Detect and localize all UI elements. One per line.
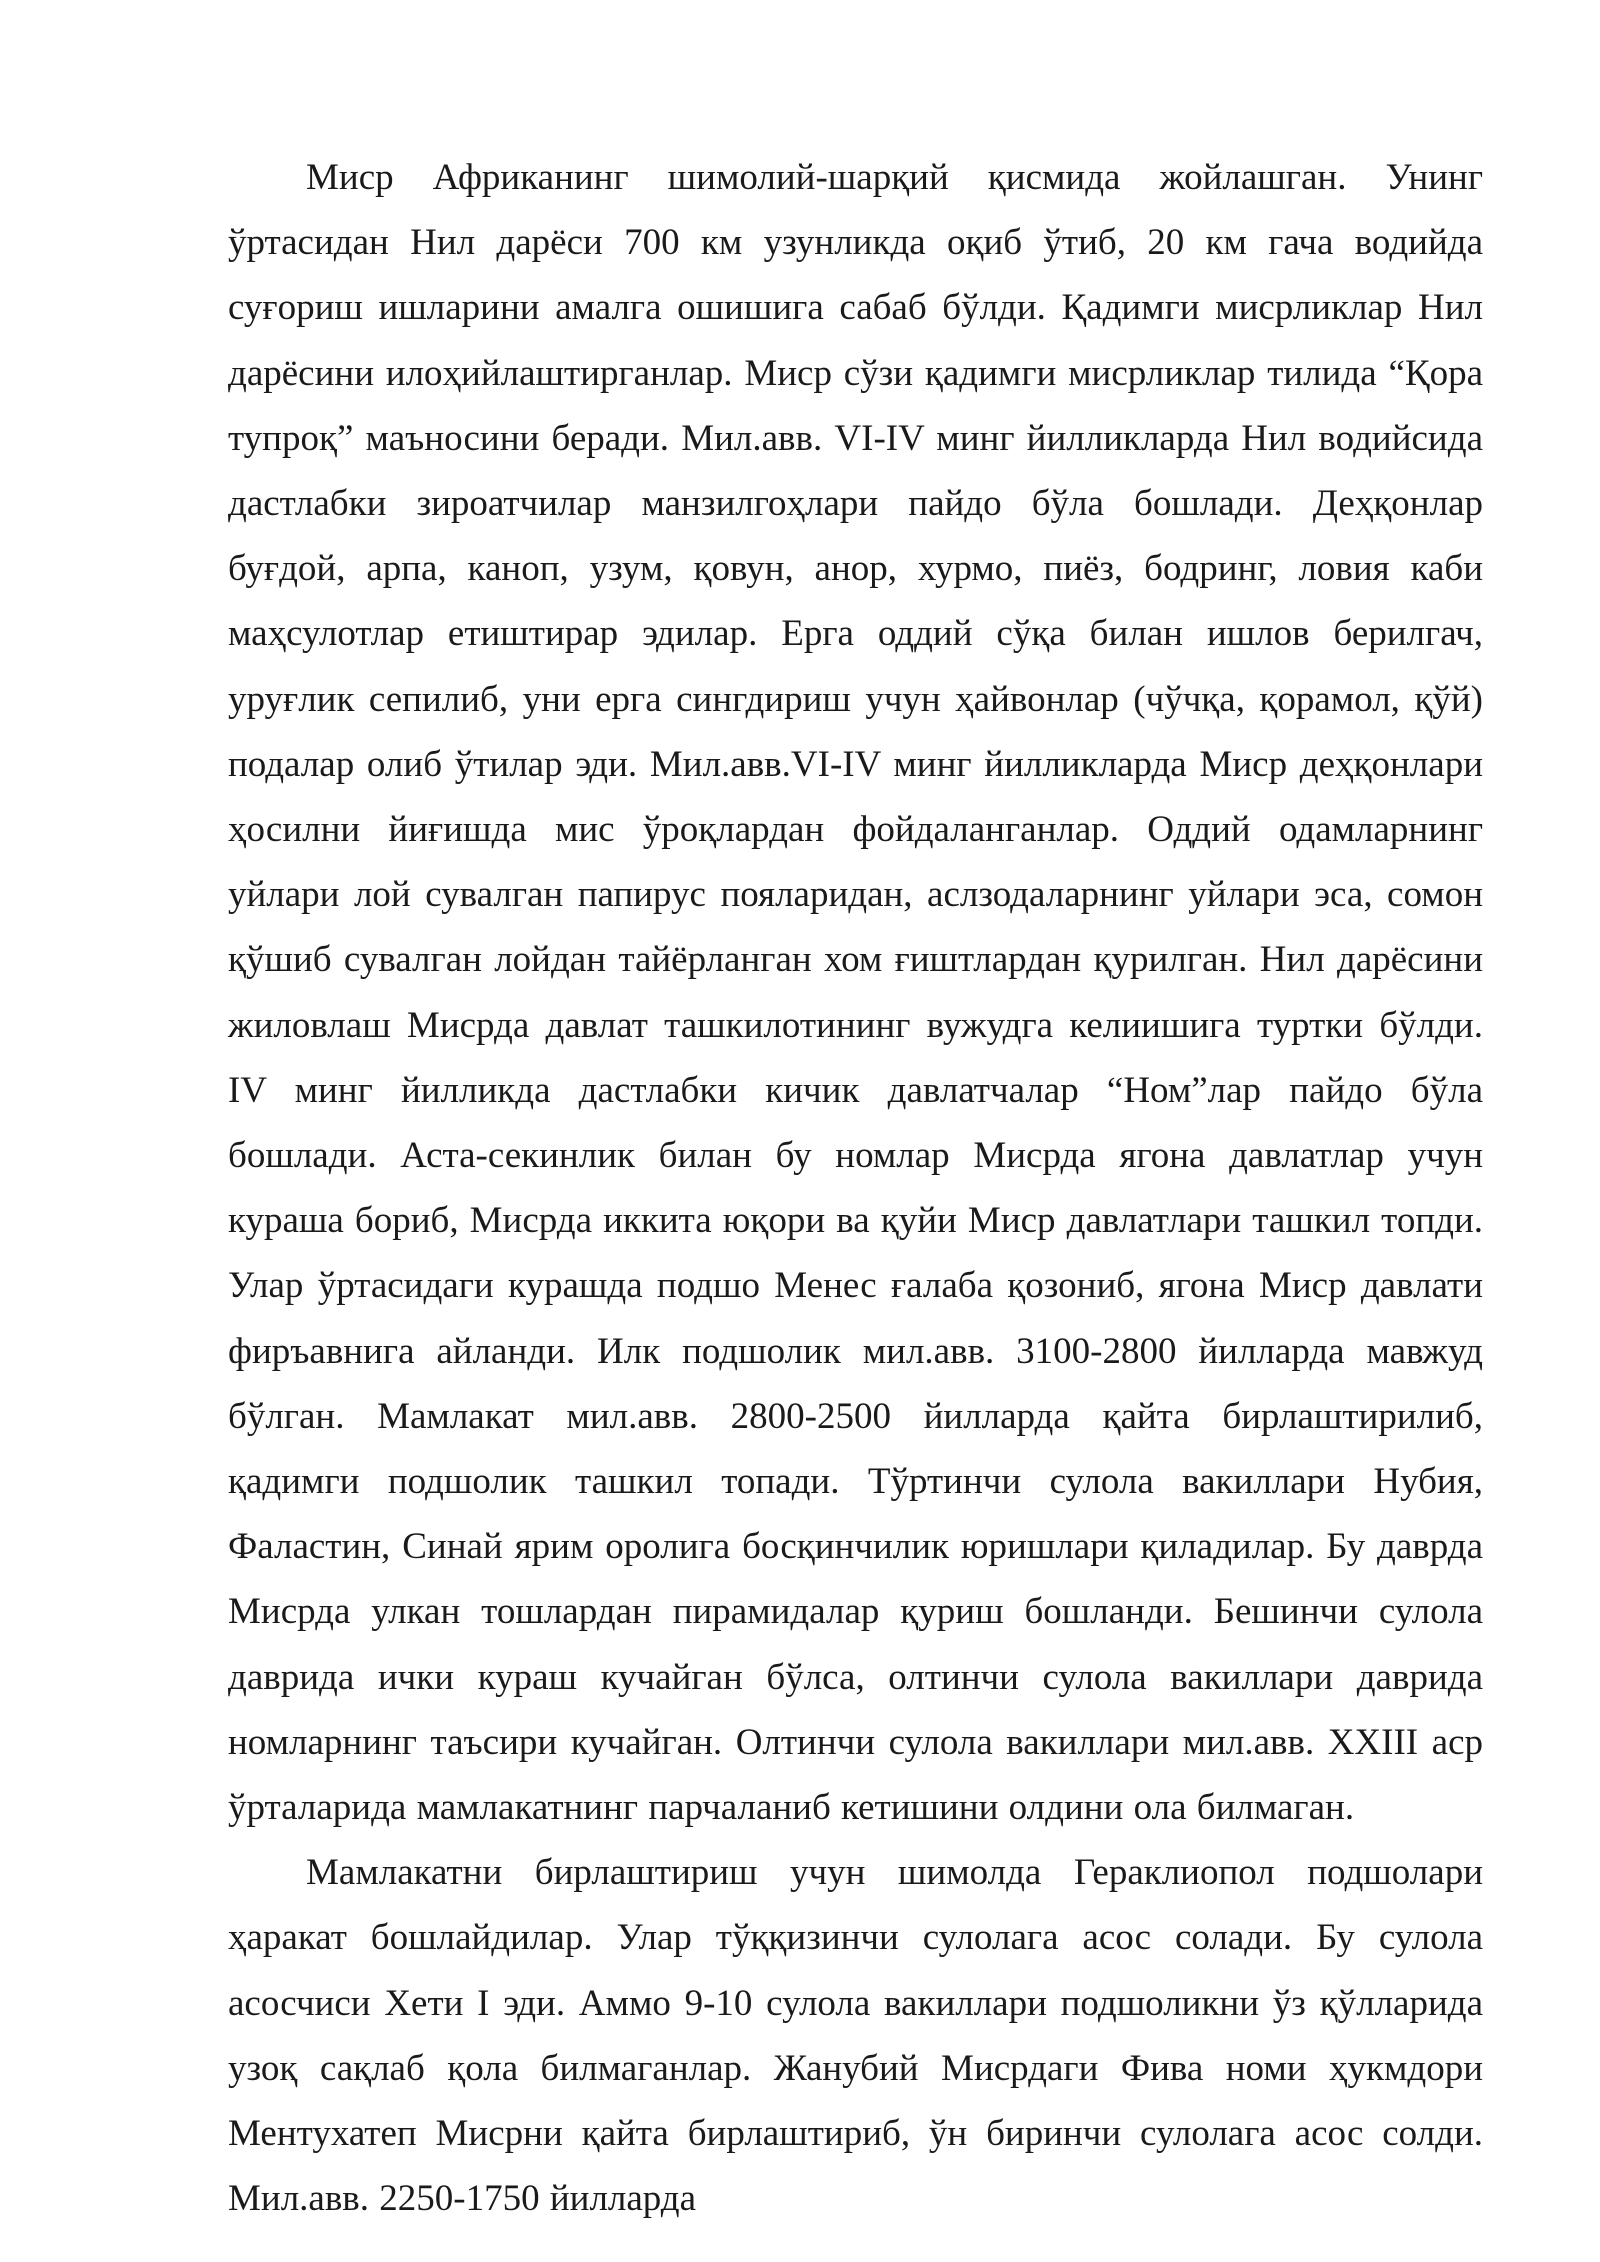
paragraph-egypt-history: Миср Африканинг шимолий-шарқий қисмида жойлашган. Унинг ўртасидан Нил дарёси 700 км узунликда оқиб ўтиб, 20 км гача водийда суғориш ишларини амалга ошишига сабаб бўлди. Қадимги мисрликлар Нил дарёсини илоҳийлаштирганлар. Миср сўзи қадимги мисрликлар тилида “Қора тупроқ” маъносини беради. Мил.авв. VI-IV минг йилликларда Нил водийсида дастлабки зироатчилар манзилгоҳлари пайдо бўла бошлади. Деҳқонлар буғдой, арпа, каноп, узум, қовун, анор, хурмо, пиёз, бодринг, ловия каби маҳсулотлар етиштирар эдилар. Ерга оддий сўқа билан ишлов берилгач, уруғлик сепилиб, уни ерга сингдириш учун ҳайвонлар (чўчқа, қорамол, қўй) подалар олиб ўтилар эди. Мил.авв.VI-IV минг йилликларда Миср деҳқонлари ҳосилни йиғишда мис ўроқлардан фойдаланганлар. Оддий одамларнинг уйлари лой сувалган папирус пояларидан, аслзодаларнинг уйлари эса, сомон қўшиб сувалган лойдан тайёрланган хом ғиштлардан қурилган. Нил дарёсини жиловлаш Мисрда давлат ташкилотининг вужудга келиишига туртки бўлди. IV минг йилликда дастлабки кичик давлатчалар “Ном”лар пайдо бўла бошлади. Аста-секинлик билан бу номлар Мисрда ягона давлатлар учун кураша бориб, Мисрда иккита юқори ва қуйи Миср давлатлари ташкил топди. Улар ўртасидаги курашда подшо Менес ғалаба қозониб, ягона Миср давлати фиръавнига айланди. Илк подшолик мил.авв. 3100-2800 йилларда мавжуд бўлган. Мамлакат мил.авв. 2800-2500 йилларда қайта бирлаштирилиб, қадимги подшолик ташкил топади. Тўртинчи сулола вакиллари Нубия, Фаластин, Синай ярим оролига босқинчилик юришлари қиладилар. Бу даврда Мисрда улкан тошлардан пирамидалар қуриш бошланди. Бешинчи сулола даврида ички кураш кучайган бўлса, олтинчи сулола вакиллари даврида номларнинг таъсири кучайган. Олтинчи сулола вакиллари мил.авв. XXIII аср ўрталарида мамлакатнинг парчаланиб кетишини олдини ола билмаган. xyxy=(228,157,1483,1829)
paragraph-unification: Мамлакатни бирлаштириш учун шимолда Гераклиопол подшолари ҳаракат бошлайдилар. Улар тўққизинчи сулолага асос солади. Бу сулола асосчиси Хети I эди. Аммо 9-10 сулола вакиллари подшоликни ўз қўлларида узоқ сақлаб қола билмаганлар. Жанубий Мисрдаги Фива номи ҳукмдори Ментухатеп Мисрни қайта бирлаштириб, ўн биринчи сулолага асос солди. Мил.авв. 2250-1750 йилларда xyxy=(228,1852,1483,2220)
document-body xyxy=(228,145,1483,2232)
